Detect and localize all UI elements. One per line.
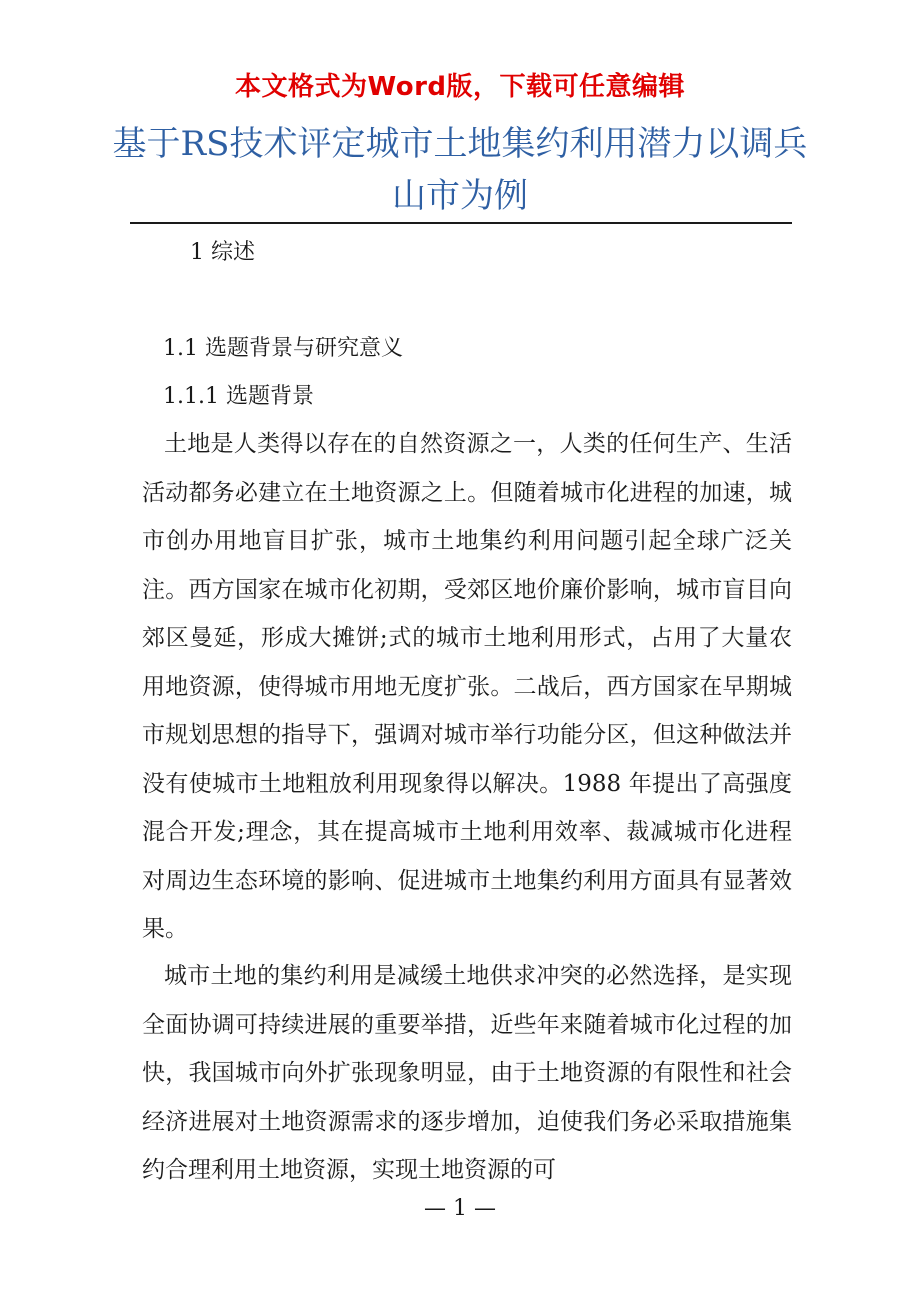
section-heading-1: 1 综述	[190, 240, 255, 265]
section-heading-1-1: 1.1 选题背景与研究意义	[163, 336, 403, 361]
title-divider	[130, 222, 792, 224]
page-number: — 1 —	[424, 1196, 496, 1221]
document-title: 基于RS技术评定城市土地集约利用潜力以调兵山市为例	[112, 124, 808, 216]
section-heading-1-1-1: 1.1.1 选题背景	[163, 384, 314, 409]
format-banner: 本文格式为Word版，下载可任意编辑	[234, 72, 686, 102]
body-paragraph: 城市土地的集约利用是减缓土地供求冲突的必然选择，是实现全面协调可持续进展的重要举措，近些年来随着城市化过程的加快，我国城市向外扩张现象明显，由于土地资源的有限性和社会经济进展对土地资源需求的逐步增加，迫使我们务必采取措施集约合理利用土地资源，实现土地资源的可	[142, 963, 792, 1183]
body-paragraph: 土地是人类得以存在的自然资源之一，人类的任何生产、生活活动都务必建立在土地资源之上。但随着城市化进程的加速，城市创办用地盲目扩张，城市土地集约利用问题引起全球广泛关注。西方国家在城市化初期，受郊区地价廉价影响，城市盲目向郊区曼延，形成大摊饼;式的城市土地利用形式，占用了大量农用地资源，使得城市用地无度扩张。二战后，西方国家在早期城市规划思想的指导下，强调对城市举行功能分区，但这种做法并没有使城市土地粗放利用现象得以解决。1988 年提出了高强度混合开发;理念，其在提高城市土地利用效率、裁减城市化进程对周边生态环境的影响、促进城市土地集约利用方面具有显著效果。	[142, 431, 792, 942]
